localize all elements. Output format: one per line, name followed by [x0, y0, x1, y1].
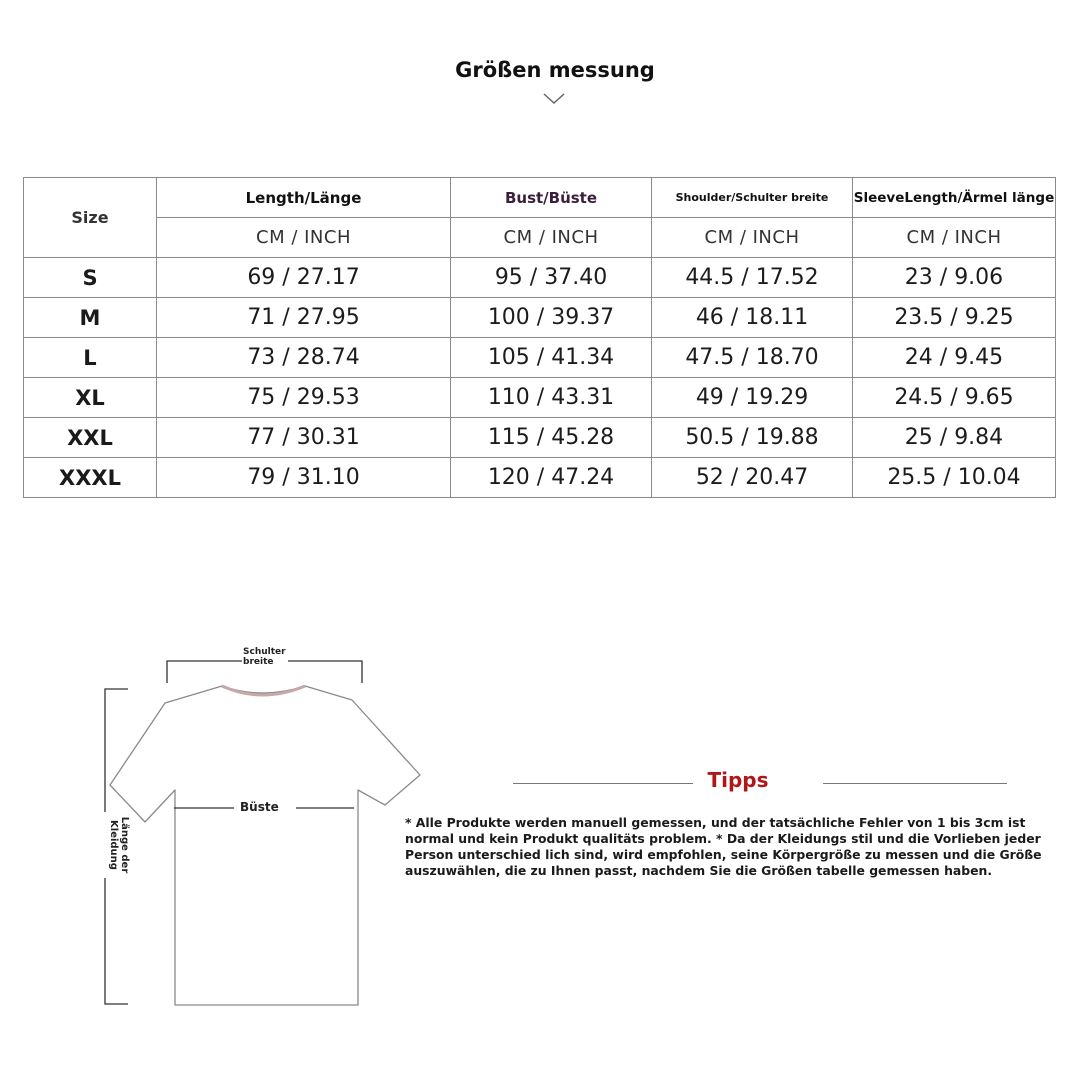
page-title: Größen messung	[455, 58, 655, 82]
shoulder-cell: 52 / 20.47	[652, 458, 853, 498]
sleeve-cell: 25.5 / 10.04	[853, 458, 1056, 498]
bust-cell: 120 / 47.24	[451, 458, 652, 498]
bust-label: Büste	[240, 800, 279, 814]
length-cell: 79 / 31.10	[157, 458, 451, 498]
tips-divider-left	[513, 783, 693, 784]
sleeve-cell: 23 / 9.06	[853, 258, 1056, 298]
sleeve-cell: 24.5 / 9.65	[853, 378, 1056, 418]
unit-label: CM / INCH	[451, 218, 652, 258]
bust-cell: 100 / 39.37	[451, 298, 652, 338]
column-header-sleeve: SleeveLength/Ärmel länge	[853, 178, 1056, 218]
table-row	[24, 378, 1056, 418]
length-cell: 75 / 29.53	[157, 378, 451, 418]
shoulder-cell: 49 / 19.29	[652, 378, 853, 418]
table-row	[24, 298, 1056, 338]
column-header-bust: Bust/Büste	[451, 178, 652, 218]
size-cell: XXXL	[24, 458, 157, 498]
sleeve-cell: 23.5 / 9.25	[853, 298, 1056, 338]
table-row	[24, 458, 1056, 498]
unit-label: CM / INCH	[853, 218, 1056, 258]
size-cell: M	[24, 298, 157, 338]
size-cell: L	[24, 338, 157, 378]
shoulder-cell: 46 / 18.11	[652, 298, 853, 338]
tips-title: Tipps	[707, 768, 769, 792]
length-cell: 71 / 27.95	[157, 298, 451, 338]
garment-length-label: Länge der Kleidung	[108, 816, 130, 874]
shoulder-cell: 44.5 / 17.52	[652, 258, 853, 298]
table-header-row	[24, 178, 1056, 218]
chevron-down-icon	[543, 92, 565, 106]
tips-divider-right	[823, 783, 1007, 784]
size-cell: S	[24, 258, 157, 298]
size-cell: XL	[24, 378, 157, 418]
length-cell: 73 / 28.74	[157, 338, 451, 378]
bust-cell: 110 / 43.31	[451, 378, 652, 418]
length-cell: 69 / 27.17	[157, 258, 451, 298]
length-measure-line	[105, 878, 128, 1004]
sleeve-cell: 24 / 9.45	[853, 338, 1056, 378]
column-header-shoulder: Shoulder/Schulter breite	[652, 178, 853, 218]
table-row	[24, 258, 1056, 298]
size-column-header: Size	[24, 178, 157, 258]
shoulder-measure-line	[288, 661, 362, 683]
shoulder-cell: 50.5 / 19.88	[652, 418, 853, 458]
length-cell: 77 / 30.31	[157, 418, 451, 458]
bust-cell: 95 / 37.40	[451, 258, 652, 298]
table-row	[24, 338, 1056, 378]
unit-label: CM / INCH	[652, 218, 853, 258]
tips-text: * Alle Produkte werden manuell gemessen, und der tatsächliche Fehler von 1 bis 3cm ist normal und kein Produkt qualitäts problem. * Da der Kleidungs stil und die Vorlieben jeder Person unterschied lich sind, wird empfohlen, seine Körpergröße zu messen und die Größe auszuwählen, die zu Ihnen passt, nachdem Sie die Größen tabelle gemessen haben.	[405, 815, 1042, 878]
bust-cell: 105 / 41.34	[451, 338, 652, 378]
shoulder-measure-line	[167, 661, 242, 683]
size-chart-table	[23, 177, 1056, 498]
size-cell: XXL	[24, 418, 157, 458]
t-shirt-outline	[110, 686, 420, 1005]
shoulder-cell: 47.5 / 18.70	[652, 338, 853, 378]
unit-label: CM / INCH	[157, 218, 451, 258]
shoulder-width-label: Schulter breite	[243, 647, 286, 667]
bust-cell: 115 / 45.28	[451, 418, 652, 458]
t-shirt-diagram	[0, 630, 440, 1030]
table-row	[24, 418, 1056, 458]
column-header-length: Length/Länge	[157, 178, 451, 218]
sleeve-cell: 25 / 9.84	[853, 418, 1056, 458]
table-unit-row	[24, 218, 1056, 258]
